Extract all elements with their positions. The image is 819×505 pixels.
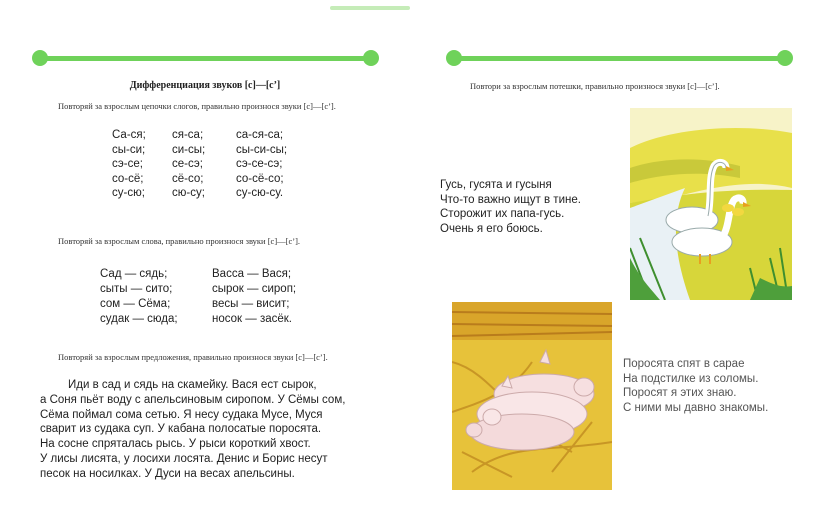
words-instruction: Повторяй за взрослым слова, правильно произнося звуки [с]—[с’]. [58, 236, 301, 246]
paragraph-line: На сосне спряталась рысь. У рыси короткий хвост. [40, 438, 311, 451]
syllable-chain: сы-си; [112, 143, 146, 156]
paragraph-line: Иди в сад и сядь на скамейку. Вася ест сырок, [68, 379, 317, 391]
syllables-column-3 [236, 128, 287, 201]
poem-geese [440, 178, 581, 236]
word-pair: Васса — Вася; [212, 268, 292, 280]
syllable-chain: со-сё-со; [236, 172, 284, 185]
rule-dot-right-end [777, 50, 793, 66]
poem-line: Поросят я этих знаю. [623, 387, 737, 399]
green-rule-right [455, 56, 785, 61]
rule-dot-right-start [446, 50, 462, 66]
words-column-2 [212, 267, 296, 327]
rule-dot-left-end [363, 50, 379, 66]
geese-drawing [630, 108, 792, 300]
word-pair: весы — висит; [212, 298, 290, 310]
syllable-chain: су-сю-су. [236, 187, 284, 199]
paragraph-line: сварит из судака суп. У кабана полосатые поросята. [40, 423, 322, 436]
syllable-chain: со-сё; [112, 172, 144, 185]
poem-line: На подстилке из соломы. [623, 372, 759, 385]
syllable-chain: су-сю; [112, 187, 145, 199]
syllable-chain: сэ-се-сэ; [236, 158, 283, 170]
sentences-instruction: Повторяй за взрослым предложения, правильно произнося звуки [с]—[с’]. [58, 352, 328, 362]
poem-line: Сторожит их папа-гусь. [440, 208, 565, 220]
word-pair: сырок — сироп; [212, 283, 297, 295]
syllables-column-1 [112, 128, 146, 201]
syllable-chain: Са-ся; [112, 129, 146, 141]
syllable-chain: си-сы; [172, 143, 206, 156]
word-pair: Сад — сядь; [100, 268, 168, 280]
green-rule-left [40, 56, 370, 61]
paragraph-line: песок на носилках. У Дуси на весах апельсины. [40, 467, 295, 480]
syllable-chain: сю-су; [172, 187, 205, 199]
poem-line: С ними мы давно знакомы. [623, 401, 769, 414]
syllables-instruction: Повторяй за взрослым цепочки слогов, правильно произнося звуки [с]—[с’]. [58, 101, 336, 111]
word-pair: судак — сюда; [100, 313, 178, 325]
section-heading: Дифференциация звуков [с]—[с’] [129, 80, 281, 91]
syllable-chain: са-ся-са; [236, 129, 284, 141]
word-pair: сыты — сито; [100, 283, 173, 295]
paragraph-line: Сёма поймал сома сетью. Я несу судака Мусе, Муся [40, 408, 323, 421]
syllables-column-2 [172, 128, 205, 201]
paragraph-line: У лисы лисята, у лосихи лосята. Денис и Борис несут [40, 452, 328, 465]
syllable-chain: ся-са; [172, 129, 204, 141]
rhymes-instruction: Повтори за взрослым потешки, правильно произнося звуки [с]—[с’]. [470, 81, 720, 91]
word-pair: сом — Сёма; [100, 298, 171, 310]
syllable-chain: сэ-се; [112, 158, 143, 170]
words-column-1 [100, 267, 178, 327]
syllable-chain: се-сэ; [172, 158, 203, 170]
poem-line: Гусь, гусята и гусыня [440, 179, 552, 191]
word-pair: носок — засёк. [212, 313, 292, 325]
rule-dot-left-start [32, 50, 48, 66]
syllable-chain: сё-со; [172, 172, 204, 185]
paragraph-line: а Соня пьёт воду с апельсиновым сиропом. У Сёмы сом, [40, 393, 346, 406]
piglets-drawing [452, 302, 612, 490]
syllable-chain: сы-си-сы; [236, 143, 288, 156]
poem-line: Что-то важно ищут в тине. [440, 193, 581, 206]
poem-piglets [623, 357, 768, 415]
right-page [410, 0, 819, 505]
sentences-paragraph [40, 378, 370, 482]
piglets-illustration [452, 302, 612, 490]
geese-illustration [630, 108, 792, 300]
poem-line: Очень я его боюсь. [440, 222, 543, 235]
poem-line: Поросята спят в сарае [623, 358, 745, 370]
top-decor-bar [330, 6, 410, 10]
